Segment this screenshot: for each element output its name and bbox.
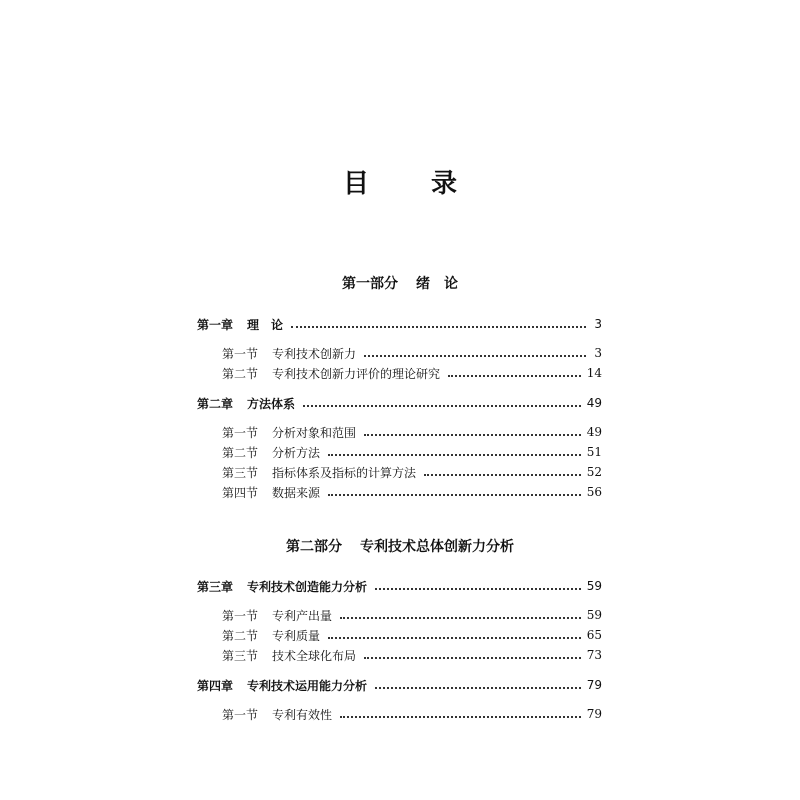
chapter-number: 第二章 — [197, 396, 234, 411]
dot-leader — [340, 617, 581, 619]
page-number: 59 — [586, 579, 602, 593]
section-title: 专利产出量 — [272, 608, 333, 623]
section-number: 第一节 — [222, 608, 259, 623]
chapter-title: 方法体系 — [247, 396, 296, 411]
toc-chapter-3[interactable] — [197, 577, 602, 595]
section-title: 专利技术创新力评价的理论研究 — [272, 366, 441, 381]
toc-section[interactable] — [222, 646, 602, 664]
dot-leader — [364, 657, 581, 659]
toc-section[interactable] — [222, 606, 602, 624]
dot-leader — [364, 355, 586, 357]
section-title: 分析对象和范围 — [272, 425, 357, 440]
dot-leader — [303, 405, 581, 407]
page-number: 79 — [586, 678, 602, 692]
toc-chapter-1[interactable] — [197, 315, 602, 333]
chapter-number: 第一章 — [197, 317, 234, 332]
page-number: 65 — [586, 628, 602, 642]
toc-section[interactable] — [222, 423, 602, 441]
page-number: 79 — [586, 707, 602, 721]
chapter-number: 第三章 — [197, 579, 234, 594]
page-number: 49 — [586, 425, 602, 439]
part-number: 第二部分 — [286, 539, 342, 555]
section-number: 第一节 — [222, 425, 259, 440]
dot-leader — [340, 716, 581, 718]
section-number: 第二节 — [222, 366, 259, 381]
toc-chapter-4[interactable] — [197, 676, 602, 694]
chapter-title: 专利技术运用能力分析 — [247, 678, 368, 693]
section-title: 专利技术创新力 — [272, 346, 357, 361]
page-title: 目 录 — [342, 169, 475, 199]
toc-section[interactable] — [222, 705, 602, 723]
section-title: 指标体系及指标的计算方法 — [272, 465, 417, 480]
section-number: 第二节 — [222, 445, 259, 460]
dot-leader — [328, 637, 581, 639]
page-number: 3 — [594, 317, 602, 331]
page-number: 49 — [586, 396, 602, 410]
dot-leader — [448, 375, 581, 377]
dot-leader — [375, 687, 581, 689]
section-number: 第四节 — [222, 485, 259, 500]
section-number: 第二节 — [222, 628, 259, 643]
section-title: 分析方法 — [272, 445, 321, 460]
section-number: 第三节 — [222, 465, 259, 480]
dot-leader — [375, 588, 581, 590]
section-title: 技术全球化布局 — [272, 648, 357, 663]
section-number: 第三节 — [222, 648, 259, 663]
chapter-title: 专利技术创造能力分析 — [247, 579, 368, 594]
part-name: 绪 论 — [416, 276, 458, 292]
part-heading-1 — [0, 273, 800, 293]
dot-leader — [328, 454, 581, 456]
page-number: 59 — [586, 608, 602, 622]
toc-section[interactable] — [222, 443, 602, 461]
dot-leader — [328, 494, 581, 496]
dot-leader — [364, 434, 581, 436]
page-number: 51 — [586, 445, 602, 459]
page-number: 14 — [586, 366, 602, 380]
chapter-number: 第四章 — [197, 678, 234, 693]
section-title: 数据来源 — [272, 485, 321, 500]
section-number: 第一节 — [222, 707, 259, 722]
part-name: 专利技术总体创新力分析 — [360, 539, 514, 555]
page-number: 56 — [586, 485, 602, 499]
page-number: 73 — [586, 648, 602, 662]
section-title: 专利有效性 — [272, 707, 333, 722]
section-title: 专利质量 — [272, 628, 321, 643]
part-heading-2 — [0, 536, 800, 556]
toc-section[interactable] — [222, 626, 602, 644]
page-number: 3 — [594, 346, 602, 360]
toc-section[interactable] — [222, 463, 602, 481]
toc-section[interactable] — [222, 344, 602, 362]
toc-section[interactable] — [222, 364, 602, 382]
dot-leader — [291, 326, 586, 328]
toc-chapter-2[interactable] — [197, 394, 602, 412]
section-number: 第一节 — [222, 346, 259, 361]
part-number: 第一部分 — [342, 276, 398, 292]
toc-section[interactable] — [222, 483, 602, 501]
dot-leader — [424, 474, 581, 476]
chapter-title: 理 论 — [247, 317, 284, 332]
page-number: 52 — [586, 465, 602, 479]
